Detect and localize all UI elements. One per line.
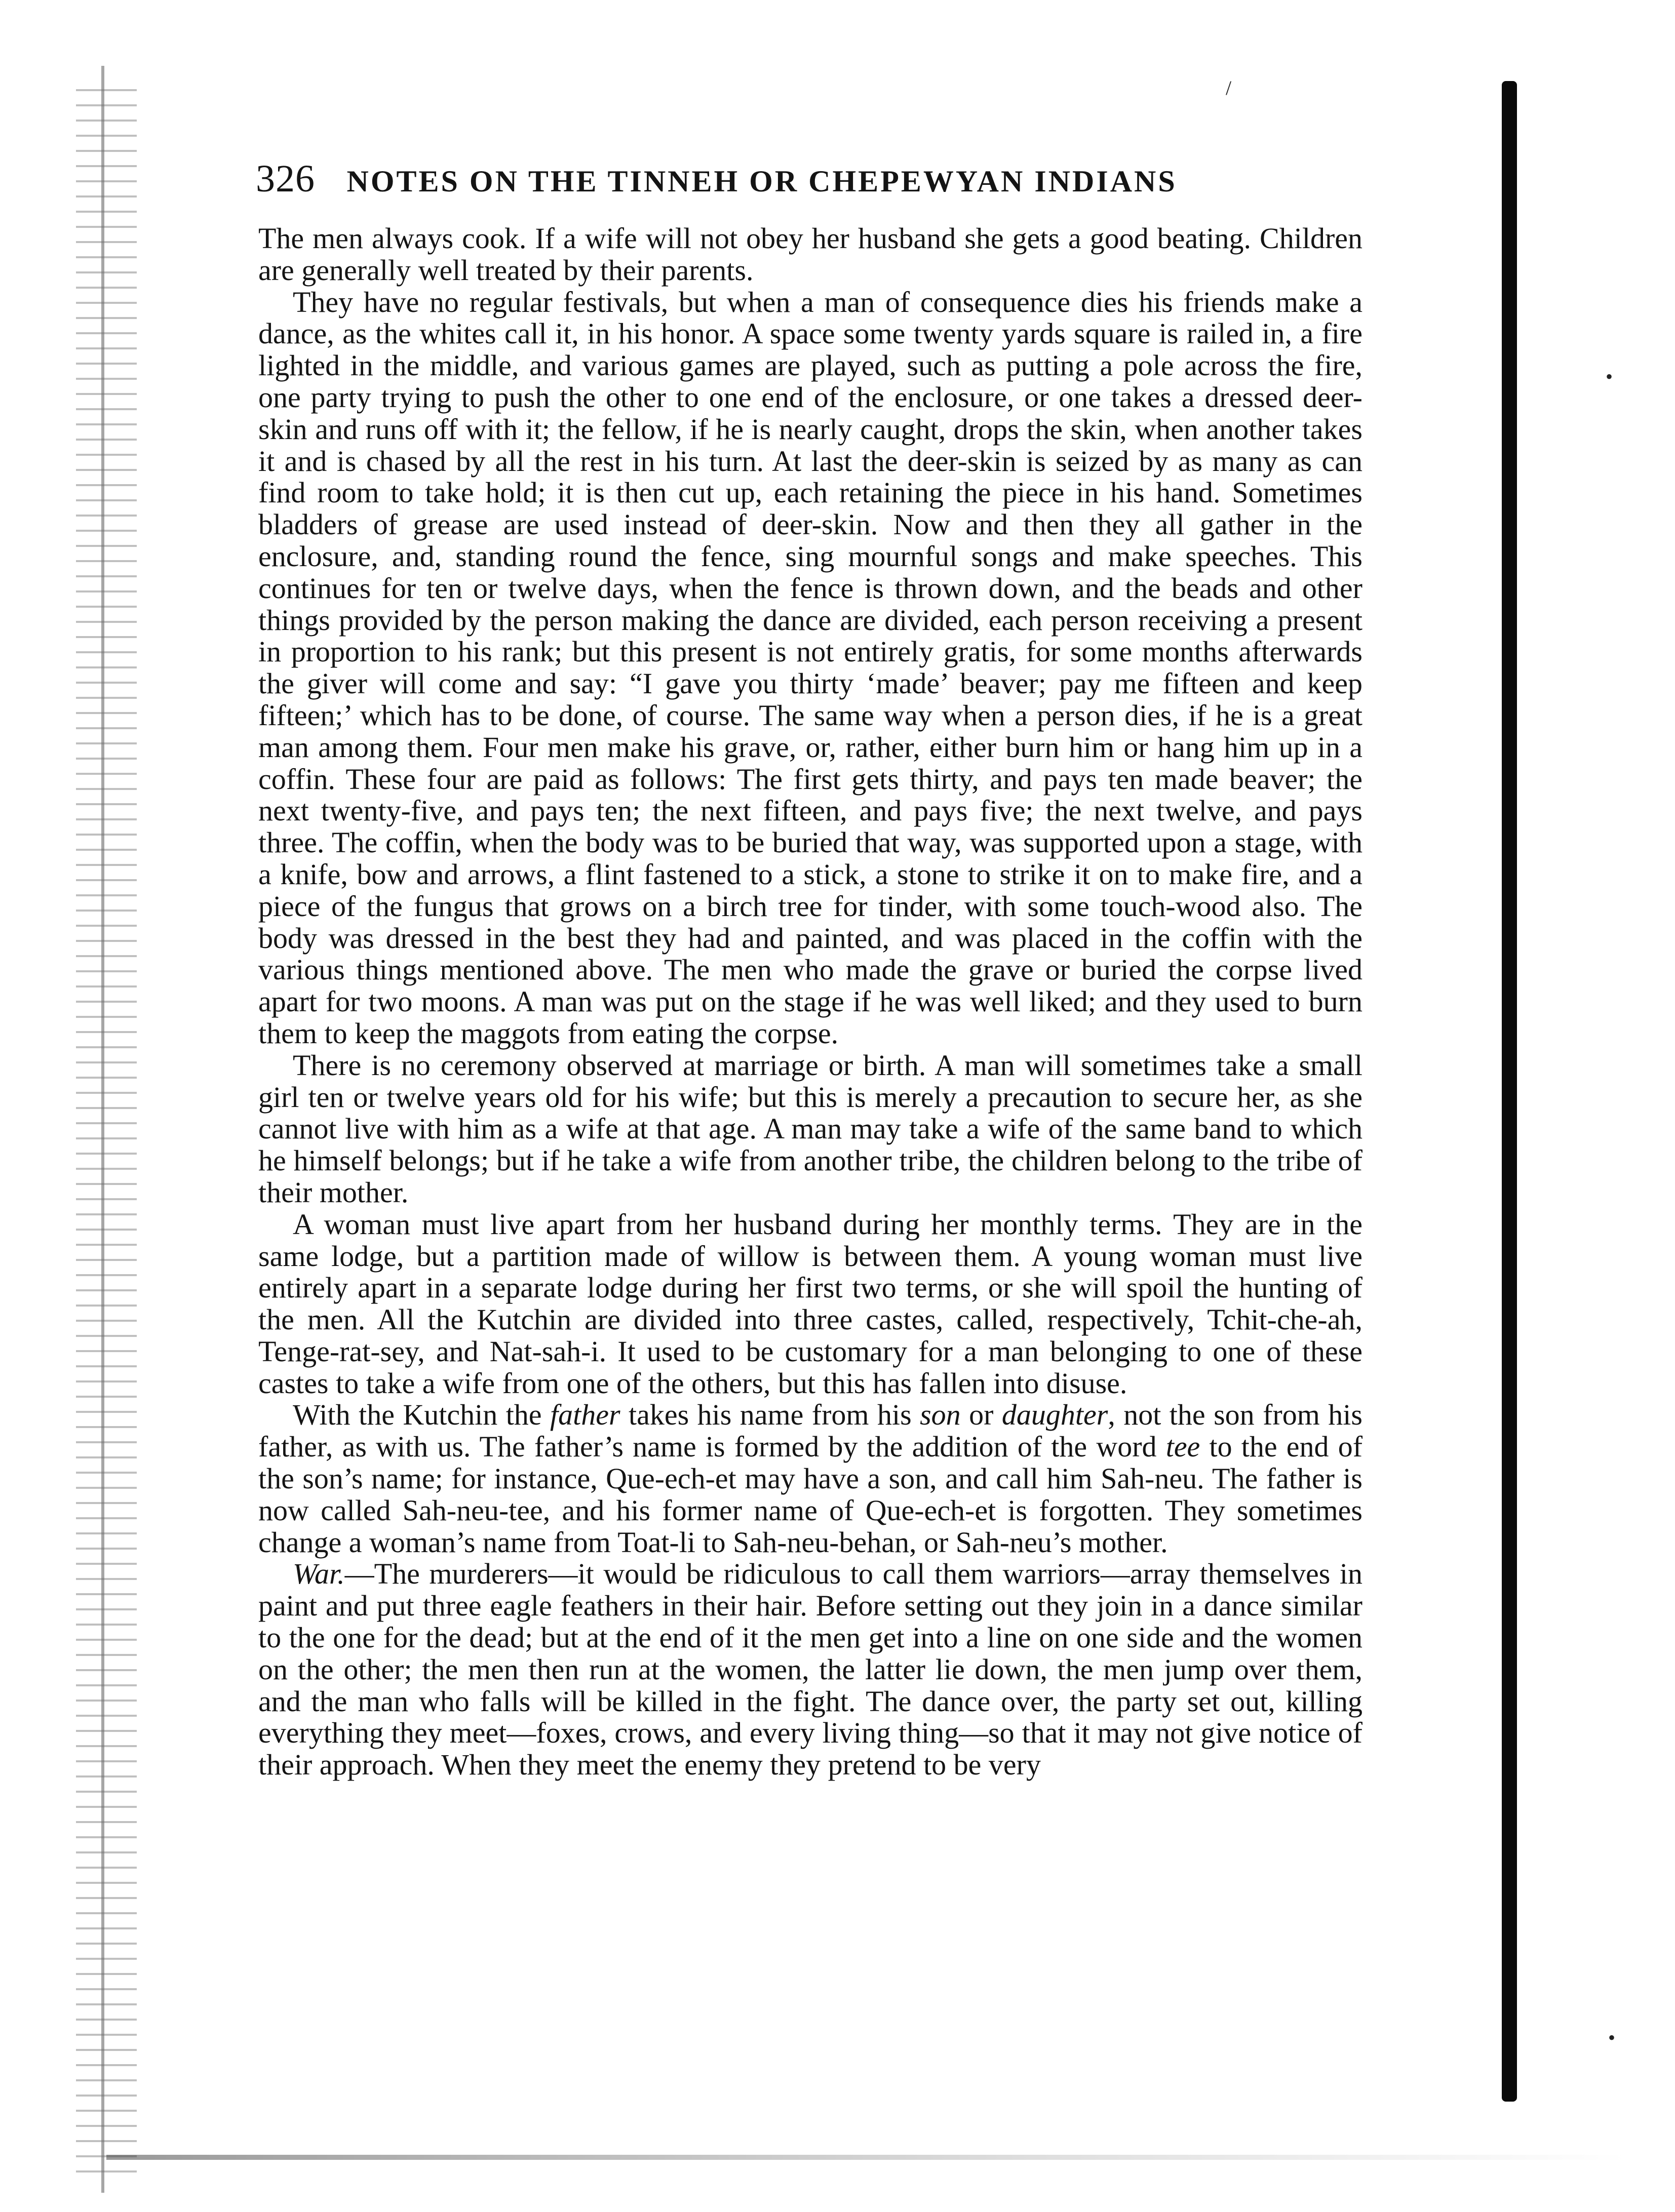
body-text	[258, 223, 1362, 1781]
text-run: , not the son from his father, as with us. The father’s name is formed by the addition of the word	[258, 1398, 1362, 1464]
text-run: They have no regular festivals, but when a man of consequence dies his friends make a dance, as the whites call it, in his honor. A space some twenty yards square is railed in, a fire lighted in the middle, and various games are played, such as putting a pole across the fire, one party trying to push the other to one end of the enclosure, or one takes a dressed deer-skin and runs off with it; the fellow, if he is nearly caught, drops the skin, when another takes it and is chased by all the rest in his turn. At last the deer-skin is seized by as many as can find room to take hold; it is then cut up, each retaining the piece in his hand. Sometimes bladders of grease are used instead of deer-skin. Now and then they all gather in the enclosure, and, standing round the fence, sing mournful songs and make speeches. This continues for ten or twelve days, when the fence is thrown down, and the beads and other things provided by the person making the dance are divided, each person receiving a present in proportion to his rank; but this present is not entirely gratis, for some months afterwards the giver will come and say: “I gave you thirty ‘made’ beaver; pay me fifteen and keep fifteen;’ which has to be done, of course. The same way when a person dies, if he is a great man among them. Four men make his grave, or, rather, either burn him or hang him up in a coffin. These four are paid as follows: The first gets thirty, and pays ten made beaver; the next twenty-five, and pays ten; the next fifteen, and pays five; the next twelve, and pays three. The coffin, when the body was to be buried that way, was supported upon a stage, with a knife, bow and arrows, a flint fastened to a stick, a stone to strike it on to make fire, and a piece of the fungus that grows on a birch tree for tinder, with some touch-wood also. The body was dressed in the best they had and painted, and was placed in the coffin with the various things mentioned above. The men who made the grave or buried the corpse lived apart for two moons. A man was put on the stage if he was well liked; and they used to burn them to keep the maggots from eating the corpse.	[258, 285, 1362, 1050]
scan-page-edge-bar	[1502, 81, 1517, 2102]
scan-binding-gutter	[76, 76, 137, 2178]
paragraph	[258, 1209, 1362, 1400]
paragraph	[258, 1558, 1362, 1781]
italic-text: tee	[1165, 1430, 1200, 1464]
page-number: 326	[256, 157, 315, 200]
italic-text: War.	[293, 1557, 345, 1591]
running-header	[256, 157, 1370, 218]
running-title: NOTES ON THE TINNEH OR CHEPEWYAN INDIANS	[346, 165, 1177, 198]
scan-speck: /	[1226, 76, 1232, 99]
scan-speck: •	[1608, 2026, 1616, 2049]
paragraph	[258, 1050, 1362, 1209]
text-run: With the Kutchin the	[293, 1398, 550, 1432]
text-run: to the end of the son’s name; for instance, Que-ech-et may have a son, and call him Sah-neu. The father is now called Sah-neu-tee, and his former name of Que-ech-et is forgotten. They sometimes change a woman’s name from Toat-li to Sah-neu-behan, or Sah-neu’s mother.	[258, 1430, 1363, 1559]
italic-text: son	[920, 1398, 961, 1432]
italic-text: father	[550, 1398, 620, 1432]
text-run: A woman must live apart from her husband during her monthly terms. They are in the same lodge, but a partition made of willow is between them. A young woman must live entirely apart in a separate lodge during her first two terms, or she will spoil the hunting of the men. All the Kutchin are divided into three castes, called, respectively, Tchit-che-ah, Tenge-rat-sey, and Nat-sah-i. It used to be customary for a man belonging to one of these castes to take a wife from one of the others, but this has fallen into disuse.	[258, 1207, 1362, 1400]
scan-speck: •	[1606, 365, 1613, 388]
paragraph	[258, 223, 1362, 287]
text-run: The men always cook. If a wife will not obey her husband she gets a good beating. Children are generally well treated by their parents.	[258, 222, 1362, 287]
text-run: or	[960, 1398, 1002, 1432]
scan-bottom-edge	[106, 2155, 1626, 2160]
paragraph	[258, 287, 1362, 1050]
italic-text: daughter	[1001, 1398, 1108, 1432]
scan-binding-edge	[101, 66, 104, 2193]
text-run: —The murderers—it would be ridiculous to call them warriors—array themselves in paint and put three eagle feathers in their hair. Before setting out they join in a dance similar to the one for the dead; but at the end of it the men get into a line on one side and the women on the other; the men then run at the women, the latter lie down, the men jump over them, and the man who falls will be killed in the fight. The dance over, the party set out, killing everything they meet—foxes, crows, and every living thing—so that it may not give notice of their approach. When they meet the enemy they pretend to be very	[258, 1557, 1362, 1782]
text-run: takes his name from his	[620, 1398, 920, 1432]
paragraph	[258, 1399, 1362, 1558]
text-run: There is no ceremony observed at marriage or birth. A man will sometimes take a small girl ten or twelve years old for his wife; but this is merely a precaution to secure her, as she cannot live with him as a wife at that age. A man may take a wife of the same band to which he himself belongs; but if he take a wife from another tribe, the children belong to the tribe of their mother.	[258, 1048, 1362, 1209]
